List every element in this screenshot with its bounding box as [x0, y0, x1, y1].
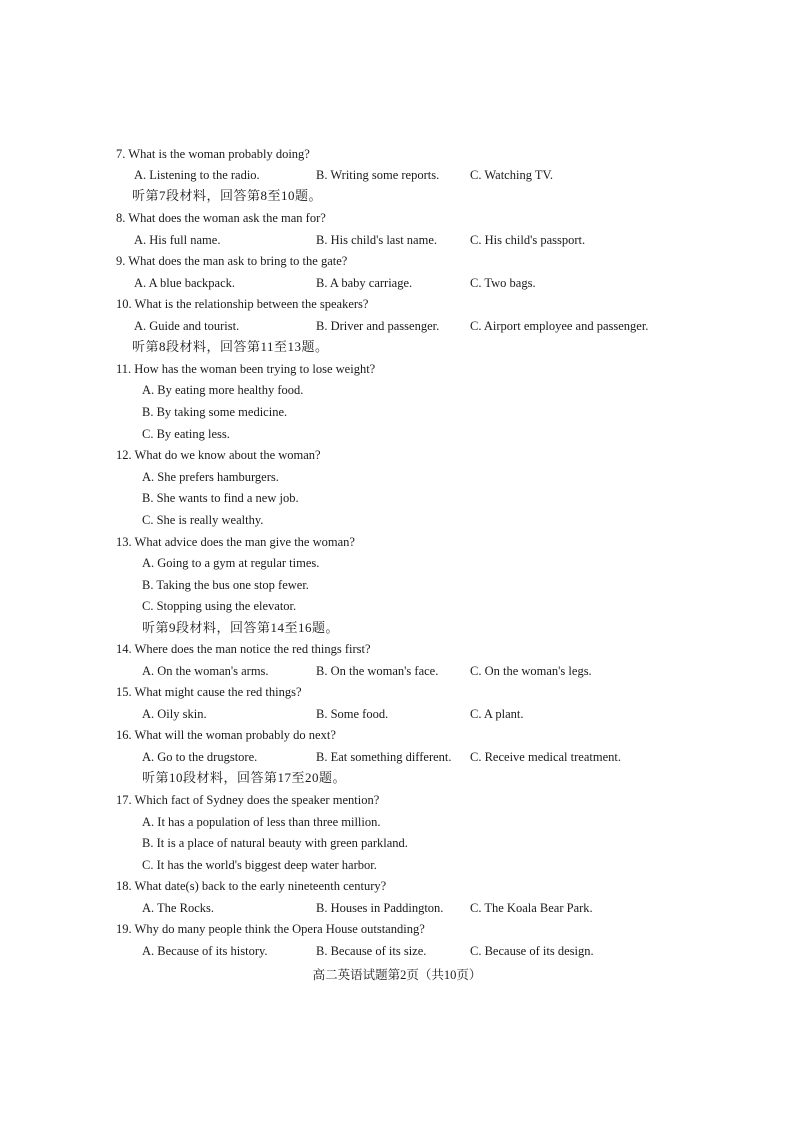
option-17b: B. It is a place of natural beauty with green parkland.	[142, 836, 408, 850]
option-9b: B. A baby carriage.	[316, 276, 413, 290]
option-12b: B. She wants to find a new job.	[142, 491, 299, 505]
option-14b: B. On the woman's face.	[316, 664, 439, 678]
option-16a: A. Go to the drugstore.	[142, 750, 258, 764]
question-7: 7. What is the woman probably doing?	[116, 147, 310, 161]
question-18: 18. What date(s) back to the early nineteenth century?	[116, 879, 387, 893]
option-17c: C. It has the world's biggest deep water harbor.	[142, 858, 377, 872]
question-15: 15. What might cause the red things?	[116, 685, 302, 699]
question-16: 16. What will the woman probably do next?	[116, 728, 336, 742]
option-8b: B. His child's last name.	[316, 233, 437, 247]
option-15a: A. Oily skin.	[142, 707, 207, 721]
option-19b: B. Because of its size.	[316, 944, 427, 958]
question-8: 8. What does the woman ask the man for?	[116, 211, 326, 225]
option-8a: A. His full name.	[134, 233, 221, 247]
question-12: 12. What do we know about the woman?	[116, 448, 321, 462]
page-footer: 高二英语试题第2页（共10页）	[312, 968, 482, 982]
option-7b: B. Writing some reports.	[316, 168, 440, 182]
option-11c: C. By eating less.	[142, 427, 230, 441]
section-heading-9: 听第9段材料，回答第14至16题。	[142, 620, 340, 635]
question-17: 17. Which fact of Sydney does the speaker mention?	[116, 793, 380, 807]
option-18c: C. The Koala Bear Park.	[470, 901, 593, 915]
option-10a: A. Guide and tourist.	[134, 319, 240, 333]
option-12c: C. She is really wealthy.	[142, 513, 264, 527]
question-11: 11. How has the woman been trying to lose weight?	[116, 362, 376, 376]
option-11b: B. By taking some medicine.	[142, 405, 288, 419]
option-14a: A. On the woman's arms.	[142, 664, 269, 678]
option-10b: B. Driver and passenger.	[316, 319, 440, 333]
option-8c: C. His child's passport.	[470, 233, 586, 247]
option-16c: C. Receive medical treatment.	[470, 750, 621, 764]
option-19c: C. Because of its design.	[470, 944, 594, 958]
question-9: 9. What does the man ask to bring to the gate?	[116, 254, 348, 268]
option-12a: A. She prefers hamburgers.	[142, 470, 279, 484]
question-10: 10. What is the relationship between the speakers?	[116, 297, 369, 311]
section-heading-10: 听第10段材料，回答第17至20题。	[142, 770, 347, 785]
option-13b: B. Taking the bus one stop fewer.	[142, 578, 309, 592]
option-16b: B. Eat something different.	[316, 750, 452, 764]
option-13c: C. Stopping using the elevator.	[142, 599, 297, 613]
option-18b: B. Houses in Paddington.	[316, 901, 444, 915]
option-17a: A. It has a population of less than three million.	[142, 815, 381, 829]
option-10c: C. Airport employee and passenger.	[470, 319, 649, 333]
question-13: 13. What advice does the man give the woman?	[116, 535, 355, 549]
option-13a: A. Going to a gym at regular times.	[142, 556, 320, 570]
section-heading-7: 听第7段材料，回答第8至10题。	[132, 188, 323, 203]
option-9c: C. Two bags.	[470, 276, 536, 290]
option-9a: A. A blue backpack.	[134, 276, 236, 290]
question-14: 14. Where does the man notice the red things first?	[116, 642, 371, 656]
option-15b: B. Some food.	[316, 707, 389, 721]
option-18a: A. The Rocks.	[142, 901, 214, 915]
question-19: 19. Why do many people think the Opera House outstanding?	[116, 922, 425, 936]
option-19a: A. Because of its history.	[142, 944, 268, 958]
option-7c: C. Watching TV.	[470, 168, 554, 182]
option-14c: C. On the woman's legs.	[470, 664, 592, 678]
option-7a: A. Listening to the radio.	[134, 168, 260, 182]
section-heading-8: 听第8段材料，回答第11至13题。	[132, 339, 329, 354]
option-15c: C. A plant.	[470, 707, 524, 721]
option-11a: A. By eating more healthy food.	[142, 383, 304, 397]
